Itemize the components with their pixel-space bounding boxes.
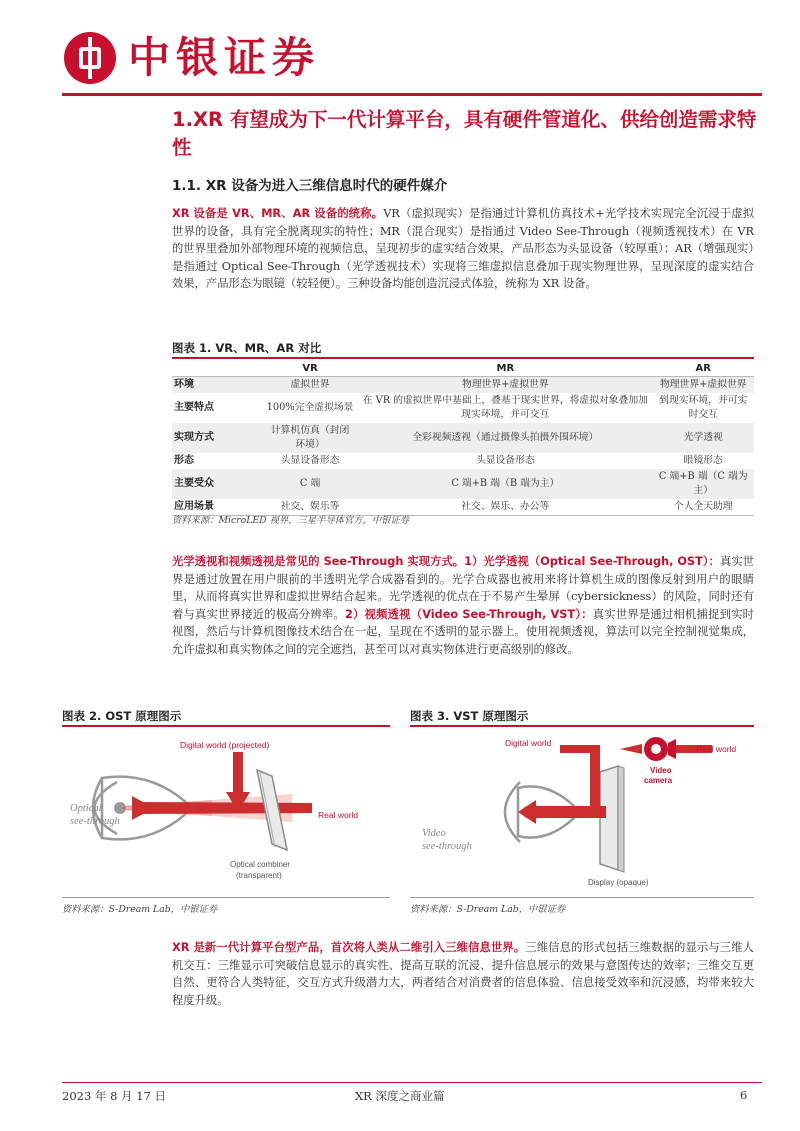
- figure3-source: 资料来源：S-Dream Lab，中银证券: [410, 904, 566, 915]
- table-cell: 眼镜形态: [683, 454, 723, 466]
- paragraph-xr-platform: [172, 939, 754, 1009]
- comparison-table: [172, 361, 754, 516]
- figure1-top-rule: [172, 357, 754, 359]
- figure2-top-rule: [62, 725, 390, 727]
- row-header: 形态: [174, 454, 194, 466]
- table-header-cell: [172, 361, 262, 376]
- footer-divider: [62, 1082, 762, 1083]
- table-header-cell: AR: [653, 361, 754, 376]
- table-header-cell: MR: [358, 361, 652, 376]
- row-header: 应用场景: [172, 499, 262, 516]
- figure2-source: 资料来源：S-Dream Lab，中银证券: [62, 904, 218, 915]
- paragraph-lead-2: 2）视频透视（Video See-Through, VST）：: [344, 607, 593, 621]
- paragraph-body: 真实世界是通过放置在用户眼前的半透明光学合成器看到的。光学合成器也被用来将计算机生成的图像反射到用户的眼睛里，从而将真实世界和虚拟世界结合起来。光学透视的优点在于不易产生晕屏（cybersickness）的风险，同时还有着与真实世界接近的极高分辨率。: [172, 555, 754, 621]
- table-cell: 计算机仿真（封闭环境）: [262, 423, 358, 453]
- figure1-title: 图表 1. VR、MR、AR 对比: [172, 341, 322, 355]
- vst-label-display: Display (opaque): [588, 878, 649, 887]
- table-cell: 100%完全虚拟场景: [266, 401, 354, 413]
- paragraph-body: 三维信息的形式包括三维数据的显示与三维人机交互：三维显示可突破信息显示的真实性、提高互联的沉浸、提升信息展示的效果与意图传达的效率；三维交互更自然、更符合人类特征，交互方式升级潜力大，两者结合对消费者的信息体验、信息接受效率和沉浸感，均带来较大程度升级。: [172, 941, 754, 1007]
- vst-label-digital: Digital world: [505, 738, 552, 748]
- paragraph-body-2: 真实世界是通过相机捕捉到实时视图，然后与计算机图像技术结合在一起，呈现在不透明的显示器上。使用视频透视，算法可以完全控制视觉集成，允许虚拟和真实物体之间的完全遮挡，甚至可以对真实物体进行更高级别的修改。: [172, 607, 754, 656]
- paragraph-xr-definition: [172, 205, 754, 293]
- table-row: [172, 393, 754, 423]
- table-header-row: [172, 361, 754, 376]
- table-cell: 光学透视: [653, 423, 754, 453]
- table-cell: 虚拟世界: [262, 376, 358, 393]
- table-cell: 个人全天助理: [653, 499, 754, 516]
- table-header-cell: VR: [262, 361, 358, 376]
- row-header: 环境: [172, 376, 262, 393]
- table-cell: C 端: [262, 469, 358, 499]
- brand-name: 中银证券: [128, 33, 321, 82]
- ost-label-digital: Digital world (projected): [180, 740, 270, 750]
- table-cell: 物理世界+虚拟世界: [653, 376, 754, 393]
- table-cell: 物理世界+虚拟世界: [358, 376, 652, 393]
- figure2-title: 图表 2. OST 原理图示: [62, 709, 182, 723]
- table-cell: 社交、娱乐、办公等: [358, 499, 652, 516]
- table-cell: C 端+B 端（B 端为主）: [358, 469, 652, 499]
- header-divider: [62, 93, 762, 96]
- figure3-title: 图表 3. VST 原理图示: [410, 709, 529, 723]
- row-header: 主要特点: [174, 401, 214, 413]
- footer-title: XR 深度之商业篇: [355, 1089, 445, 1103]
- table-cell: 头显设备形态: [475, 454, 535, 466]
- paragraph-lead: 光学透视和视频透视是常见的 See-Through 实现方式。1）光学透视（Optical See-Through, OST）：: [172, 555, 720, 568]
- vst-label-real: Real world: [696, 744, 737, 754]
- table-row: [172, 423, 754, 453]
- figure1-source: 资料来源：MicroLED 视界，三星半导体官方，中银证券: [172, 515, 410, 526]
- row-header: 实现方式: [172, 423, 262, 453]
- table-cell: 到现实环境，并可实时交互: [659, 394, 748, 420]
- vst-diagram: [410, 730, 754, 895]
- row-header: 主要受众: [172, 469, 262, 499]
- paragraph-body: VR（虚拟现实）是指通过计算机仿真技术+光学技术实现完全沉浸于虚拟世界的设备，具有完全脱离现实的特性；MR（混合现实）是指通过 Video See-Through（视频透视技术）在 VR 的世界里叠加外部物理环境的视频信息，呈现初步的虚实结合效果，产品形态为头显设备（较厚重）；AR（增强现实）是指通过 Optical See-Through（光学透视技术）实现将三维虚拟信息叠加于现实物理世界，呈现深度的虚实结合效果，产品形态为眼镜（较轻便）。三种设备均能创造沉浸式体验，统称为 XR 设备。: [172, 207, 754, 291]
- section-heading: 1.XR 有望成为下一代计算平台，具有硬件管道化、供给创造需求特性: [172, 108, 757, 159]
- figure3-bottom-rule: [410, 897, 754, 898]
- ost-label-side-2: see-through: [70, 816, 120, 827]
- table-cell: C 端+B 端（C 端为主）: [653, 469, 754, 499]
- header: [62, 28, 762, 96]
- ost-label-combiner-2: (transparent): [236, 871, 282, 880]
- table-cell: 头显设备形态: [280, 454, 340, 466]
- vst-label-side: Video: [422, 828, 446, 839]
- subsection-heading: 1.1. XR 设备为进入三维信息时代的硬件媒介: [172, 178, 448, 194]
- vst-label-camera: Video: [650, 766, 672, 775]
- table-cell: 社交、娱乐等: [262, 499, 358, 516]
- paragraph-lead: XR 是新一代计算平台型产品，首次将人类从二维引入三维信息世界。: [172, 941, 526, 954]
- bank-logo-icon: [64, 32, 116, 84]
- paragraph-lead: XR 设备是 VR、MR、AR 设备的统称。: [172, 207, 384, 220]
- figure2-bottom-rule: [62, 897, 390, 898]
- footer-date: 2023 年 8 月 17 日: [62, 1089, 166, 1103]
- ost-label-combiner: Optical combiner: [230, 860, 291, 869]
- paragraph-see-through: [172, 553, 754, 659]
- table-cell: 全彩视频透视（通过摄像头拍摄外围环境）: [358, 423, 652, 453]
- table-cell: 在 VR 的虚拟世界中基础上，叠基于现实世界，将虚拟对象叠加加现实环境，并可交互: [362, 394, 648, 420]
- vst-label-camera-2: camera: [644, 776, 673, 785]
- ost-label-real: Real world: [318, 810, 359, 820]
- figure3-top-rule: [410, 725, 754, 727]
- table-row: [172, 453, 754, 469]
- vst-label-side-2: see-through: [422, 841, 472, 852]
- page-number: 6: [740, 1088, 748, 1102]
- table-row: [172, 376, 754, 393]
- ost-label-side: Optical: [70, 803, 102, 814]
- table-row: [172, 469, 754, 499]
